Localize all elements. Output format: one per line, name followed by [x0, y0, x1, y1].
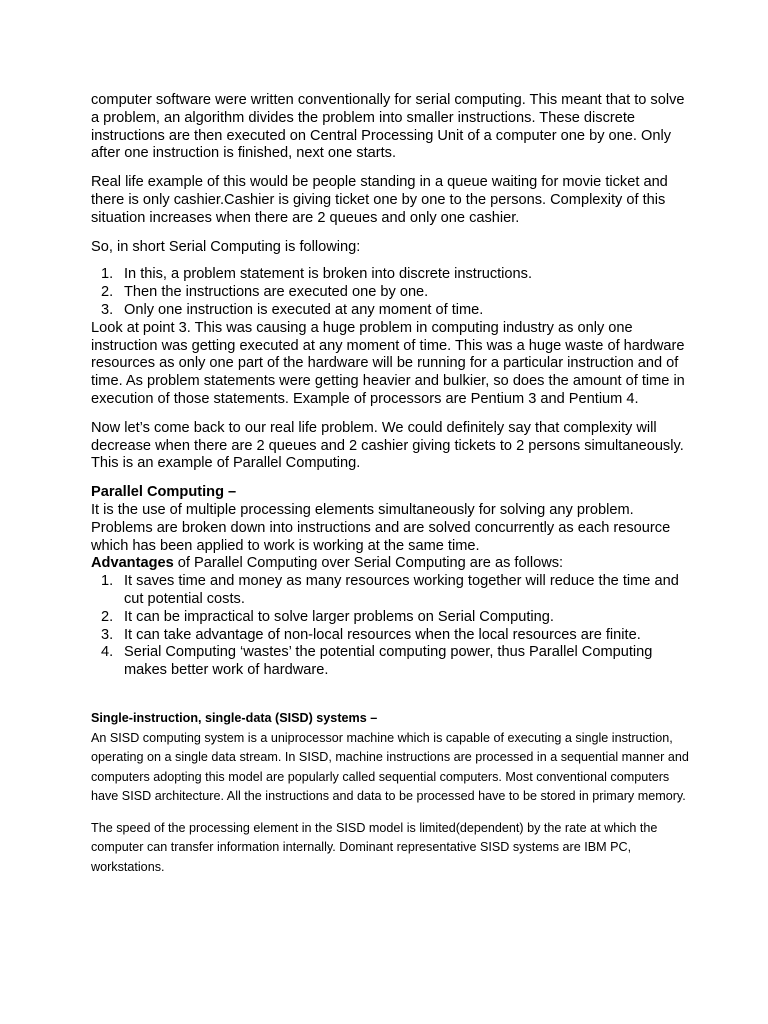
list-number: 3. — [101, 301, 114, 318]
advantages-label: Advantages — [91, 555, 174, 572]
sisd-heading — [91, 709, 691, 729]
intro-paragraph-1: computer software were written conventionally for serial computing. This meant that to solve a problem, an algorithm divides the problem into smaller instructions. These discrete instructions are then executed on Central Processing Unit of a computer one by one. Only after one instruction is finished, next one starts. — [91, 92, 685, 162]
list-item-text: It can take advantage of non-local resources when the local resources are finite. — [124, 626, 641, 643]
list-item-text: In this, a problem statement is broken into discrete instructions. — [124, 266, 533, 283]
sisd-paragraph-1: An SISD computing system is a uniprocessor machine which is capable of executing a single instruction, operating on a single data stream. In SISD, machine instructions are processed in a sequential manner and computers adopting this model are popularly called sequential computers. Most conventional computers have SISD architecture. All the instructions and data to be processed have to be stored in primary memory. — [91, 730, 689, 804]
intro-paragraph-3: So, in short Serial Computing is following: — [91, 238, 361, 255]
list-number: 3. — [101, 626, 114, 643]
list-item — [91, 627, 691, 645]
point-3-paragraph: Look at point 3. This was causing a huge problem in computing industry as only one instruction was getting executed at any moment of time. This was a huge waste of hardware resources as only one part of the hardware will be running for a particular instruction and of time. As problem statements were getting heavier and bulkier, so does the amount of time in execution of those statements. Example of processors are Pentium 3 and Pentium 4. — [91, 319, 685, 407]
sisd-paragraph-2: The speed of the processing element in the SISD model is limited(dependent) by the rate at which the computer can transfer information internally. Dominant representative SISD systems are IBM PC, workstations. — [91, 820, 658, 875]
list-item-text: It can be impractical to solve larger problems on Serial Computing. — [124, 608, 554, 625]
advantages-rest: of Parallel Computing over Serial Computing are as follows: — [173, 555, 564, 572]
advantages-intro — [91, 555, 691, 573]
list-item — [91, 609, 691, 627]
list-item-text: It saves time and money as many resources working together will reduce the time and cut potential costs. — [124, 573, 679, 607]
list-item — [91, 644, 691, 680]
heading-text: Single-instruction, single-data (SISD) systems – — [91, 710, 378, 725]
list-item — [91, 266, 691, 284]
list-item-text: Serial Computing ‘wastes’ the potential computing power, thus Parallel Computing makes better work of hardware. — [124, 644, 653, 679]
intro-paragraph-2: Real life example of this would be people standing in a queue waiting for movie ticket and there is only cashier.Cashier is giving ticket one by one to the persons. Complexity of this situation increases when there are 2 queues and only one cashier. — [91, 174, 668, 226]
list-number: 1. — [101, 573, 114, 590]
document-page — [91, 92, 691, 878]
list-item — [91, 573, 691, 609]
list-item-text: Then the instructions are executed one by one. — [124, 284, 429, 301]
list-item — [91, 302, 691, 320]
parallel-computing-body: It is the use of multiple processing elements simultaneously for solving any problem. Problems are broken down into instructions and are solved concurrently as each resource which has been applied to work is working at the same time. — [91, 501, 671, 554]
list-number: 4. — [101, 644, 114, 661]
list-number: 2. — [101, 608, 114, 625]
heading-text: Parallel Computing – — [91, 484, 237, 501]
list-number: 2. — [101, 284, 114, 301]
parallel-computing-heading — [91, 484, 691, 502]
list-number: 1. — [101, 266, 114, 283]
serial-computing-list — [91, 266, 691, 319]
list-item-text: Only one instruction is executed at any moment of time. — [124, 301, 484, 318]
list-item — [91, 284, 691, 302]
real-life-paragraph: Now let’s come back to our real life problem. We could definitely say that complexity will decrease when there are 2 queues and 2 cashier giving tickets to 2 persons simultaneously. This is an example of Parallel Computing. — [91, 419, 684, 472]
advantages-list — [91, 573, 691, 680]
